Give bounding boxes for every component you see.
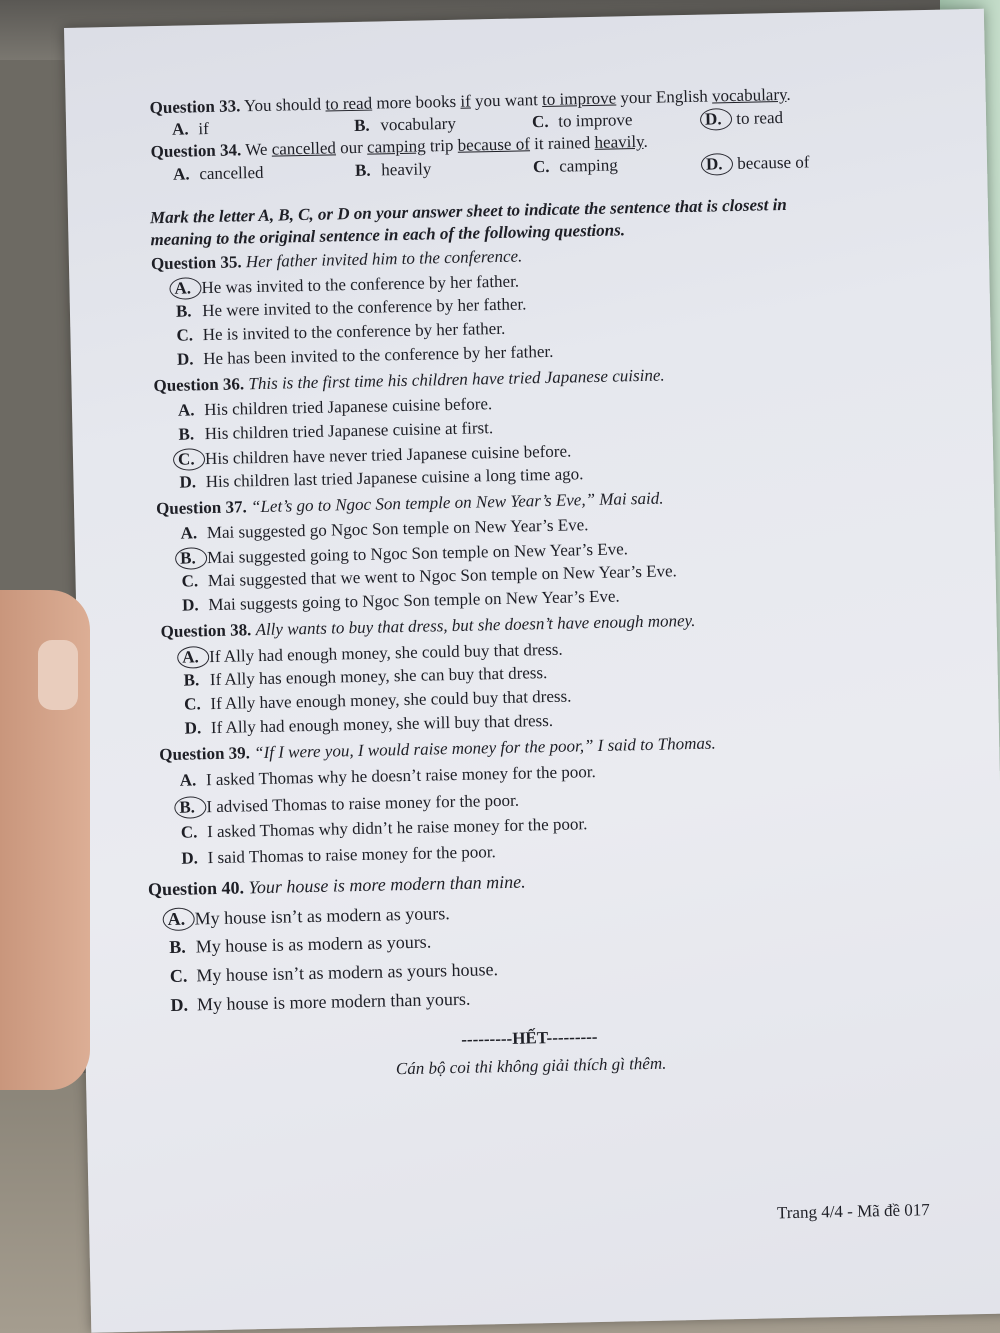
option-letter: C. bbox=[169, 965, 188, 986]
question-stem: “If I were you, I would raise money for the poor,” I said to Thomas. bbox=[253, 733, 716, 763]
option-letter: B. bbox=[175, 301, 192, 321]
option-text: cancelled bbox=[199, 162, 264, 184]
circled-answer-mark: B. bbox=[174, 796, 206, 819]
instruction-line-2: meaning to the original sentence in each of the following questions. bbox=[150, 220, 626, 250]
option-letter: A. bbox=[172, 164, 190, 184]
option-text: Mai suggested that we went to Ngoc Son temple on New Year’s Eve. bbox=[207, 561, 677, 591]
option-text: I advised Thomas to raise money for the poor. bbox=[206, 790, 520, 817]
option-d bbox=[177, 342, 554, 370]
option-a bbox=[172, 119, 209, 140]
underlined-part: cancelled bbox=[271, 138, 337, 159]
stem-text: You should bbox=[243, 94, 326, 116]
option-letter: C. bbox=[531, 111, 549, 132]
option-c bbox=[533, 155, 618, 177]
option-letter: A. bbox=[177, 400, 195, 420]
page-footer: Trang 4/4 - Mã đề 017 bbox=[776, 1200, 930, 1223]
question-label: Question 39. bbox=[159, 743, 251, 765]
option-c bbox=[532, 110, 633, 132]
option-text: His children have never tried Japanese cuisine before. bbox=[204, 441, 572, 469]
option-text: His children tried Japanese cuisine before. bbox=[204, 394, 493, 420]
option-b bbox=[169, 932, 431, 958]
option-letter: C. bbox=[180, 822, 198, 842]
instruction-line-1: Mark the letter A, B, C, or D on your answer sheet to indicate the sentence that is closest in bbox=[149, 194, 787, 228]
option-letter: C. bbox=[532, 156, 550, 177]
option-d bbox=[706, 107, 783, 131]
option-text: to improve bbox=[558, 110, 633, 131]
option-a bbox=[168, 902, 450, 931]
thumbnail bbox=[38, 640, 78, 710]
option-letter: C. bbox=[183, 694, 201, 714]
option-b bbox=[355, 159, 432, 181]
option-d bbox=[181, 842, 496, 869]
underlined-part: to read bbox=[325, 93, 373, 114]
circled-answer-mark: C. bbox=[173, 448, 205, 471]
option-d bbox=[170, 989, 470, 1016]
option-letter: C. bbox=[176, 325, 194, 345]
option-text: If Ally had enough money, she could buy that dress. bbox=[208, 639, 563, 667]
option-text: My house isn’t as modern as yours house. bbox=[196, 959, 499, 986]
underlined-part: heavily bbox=[594, 131, 644, 152]
stem-text: . bbox=[643, 131, 648, 151]
stem-text: more books bbox=[371, 91, 461, 113]
underlined-part: vocabulary bbox=[711, 84, 787, 106]
option-letter: B. bbox=[183, 670, 200, 690]
circled-answer-mark: D. bbox=[700, 108, 732, 131]
option-letter: D. bbox=[184, 718, 202, 738]
question-label: Question 35. bbox=[150, 252, 242, 274]
option-text: vocabulary bbox=[380, 113, 457, 135]
question-stem: Ally wants to buy that dress, but she doesn’t have enough money. bbox=[255, 610, 696, 640]
option-text: I said Thomas to raise money for the poor. bbox=[207, 842, 496, 868]
option-text: because of bbox=[737, 152, 810, 173]
option-text: I asked Thomas why didn’t he raise money for the poor. bbox=[206, 814, 588, 842]
option-b bbox=[354, 114, 456, 136]
question-stem: Her father invited him to the conference. bbox=[245, 246, 523, 272]
stem-text: it rained bbox=[529, 132, 595, 154]
question-35 bbox=[151, 246, 523, 274]
question-33 bbox=[149, 85, 790, 118]
option-text: He were invited to the conference by her father. bbox=[202, 294, 527, 321]
circled-answer-mark: A. bbox=[177, 646, 209, 669]
question-36 bbox=[153, 365, 665, 396]
stem-text: trip bbox=[425, 135, 458, 156]
question-label: Question 37. bbox=[155, 497, 247, 519]
option-letter: B. bbox=[353, 115, 370, 135]
option-d bbox=[707, 151, 810, 175]
option-text: My house is more modern than yours. bbox=[196, 988, 471, 1015]
option-text: My house is as modern as yours. bbox=[195, 931, 432, 957]
option-letter: D. bbox=[181, 595, 199, 615]
circled-answer-mark: B. bbox=[175, 547, 207, 570]
option-text: If Ally has enough money, she can buy that dress. bbox=[209, 663, 548, 690]
option-text: If Ally have enough money, she could buy that dress. bbox=[210, 686, 572, 714]
option-letter: D. bbox=[176, 349, 194, 369]
option-text: Mai suggested go Ngoc Son temple on New Year’s Eve. bbox=[206, 515, 589, 543]
option-b bbox=[178, 418, 493, 445]
question-stem: “Let’s go to Ngoc Son temple on New Year’s Eve,” Mai said. bbox=[250, 488, 664, 517]
stem-text: our bbox=[335, 137, 368, 158]
exam-page bbox=[64, 9, 1000, 1333]
underlined-part: to improve bbox=[541, 88, 617, 110]
option-letter: C. bbox=[181, 571, 199, 591]
option-letter: D. bbox=[170, 994, 189, 1015]
question-40 bbox=[148, 872, 526, 901]
option-a bbox=[173, 163, 264, 185]
option-text: heavily bbox=[381, 159, 432, 180]
option-letter: A. bbox=[180, 523, 198, 543]
option-text: My house isn’t as modern as yours. bbox=[194, 903, 450, 929]
option-letter: D. bbox=[179, 472, 197, 492]
question-39 bbox=[159, 734, 716, 766]
circled-answer-mark: D. bbox=[701, 153, 733, 176]
option-c bbox=[181, 814, 588, 843]
stem-text: . bbox=[786, 84, 791, 104]
question-stem: This is the first time his children have tried Japanese cuisine. bbox=[248, 365, 665, 394]
question-38 bbox=[160, 611, 695, 642]
option-a bbox=[180, 515, 588, 544]
option-text: Mai suggested going to Ngoc Son temple on New Year’s Eve. bbox=[206, 539, 629, 568]
option-letter: B. bbox=[169, 936, 186, 957]
question-label: Question 36. bbox=[153, 374, 245, 396]
option-b bbox=[180, 790, 519, 819]
option-a bbox=[178, 394, 493, 421]
option-text: He is invited to the conference by her father. bbox=[202, 318, 506, 345]
option-text: to read bbox=[736, 107, 784, 128]
option-d bbox=[182, 586, 620, 615]
question-label: Question 40. bbox=[147, 877, 245, 900]
option-text: If Ally had enough money, she will buy that dress. bbox=[210, 710, 554, 738]
stem-text: you want bbox=[470, 90, 543, 111]
option-text: His children tried Japanese cuisine at first. bbox=[204, 418, 494, 444]
question-label: Question 33. bbox=[149, 96, 241, 118]
option-c bbox=[176, 319, 505, 346]
underlined-part: if bbox=[460, 91, 471, 111]
option-text: His children last tried Japanese cuisine a long time ago. bbox=[205, 464, 584, 492]
option-c bbox=[184, 687, 572, 715]
option-d bbox=[184, 711, 553, 739]
option-letter: A. bbox=[171, 119, 189, 139]
underlined-part: because of bbox=[457, 134, 531, 155]
option-letter: A. bbox=[179, 770, 197, 790]
underlined-part: camping bbox=[366, 136, 426, 157]
option-text: Mai suggests going to Ngoc Son temple on New Year’s Eve. bbox=[208, 586, 620, 615]
option-c bbox=[170, 959, 499, 987]
question-stem: Your house is more modern than mine. bbox=[248, 871, 526, 898]
option-letter: D. bbox=[181, 848, 199, 868]
question-label: Question 38. bbox=[160, 620, 252, 642]
end-mark: ---------HẾT--------- bbox=[461, 1027, 598, 1049]
option-text: if bbox=[198, 118, 209, 139]
option-text: He has been invited to the conference by her father. bbox=[203, 341, 554, 369]
option-a bbox=[180, 762, 596, 791]
option-text: He was invited to the conference by her father. bbox=[201, 271, 520, 298]
circled-answer-mark: A. bbox=[169, 277, 201, 300]
option-letter: B. bbox=[354, 160, 371, 180]
option-text: I asked Thomas why he doesn’t raise money for the poor. bbox=[205, 762, 596, 790]
end-note: Cán bộ coi thi không giải thích gì thêm. bbox=[395, 1053, 667, 1079]
stem-text: your English bbox=[615, 86, 713, 108]
option-letter: B. bbox=[178, 424, 195, 444]
circled-answer-mark: A. bbox=[162, 907, 194, 931]
stem-text: We bbox=[245, 139, 272, 160]
question-label: Question 34. bbox=[150, 140, 242, 162]
option-text: camping bbox=[559, 155, 618, 176]
